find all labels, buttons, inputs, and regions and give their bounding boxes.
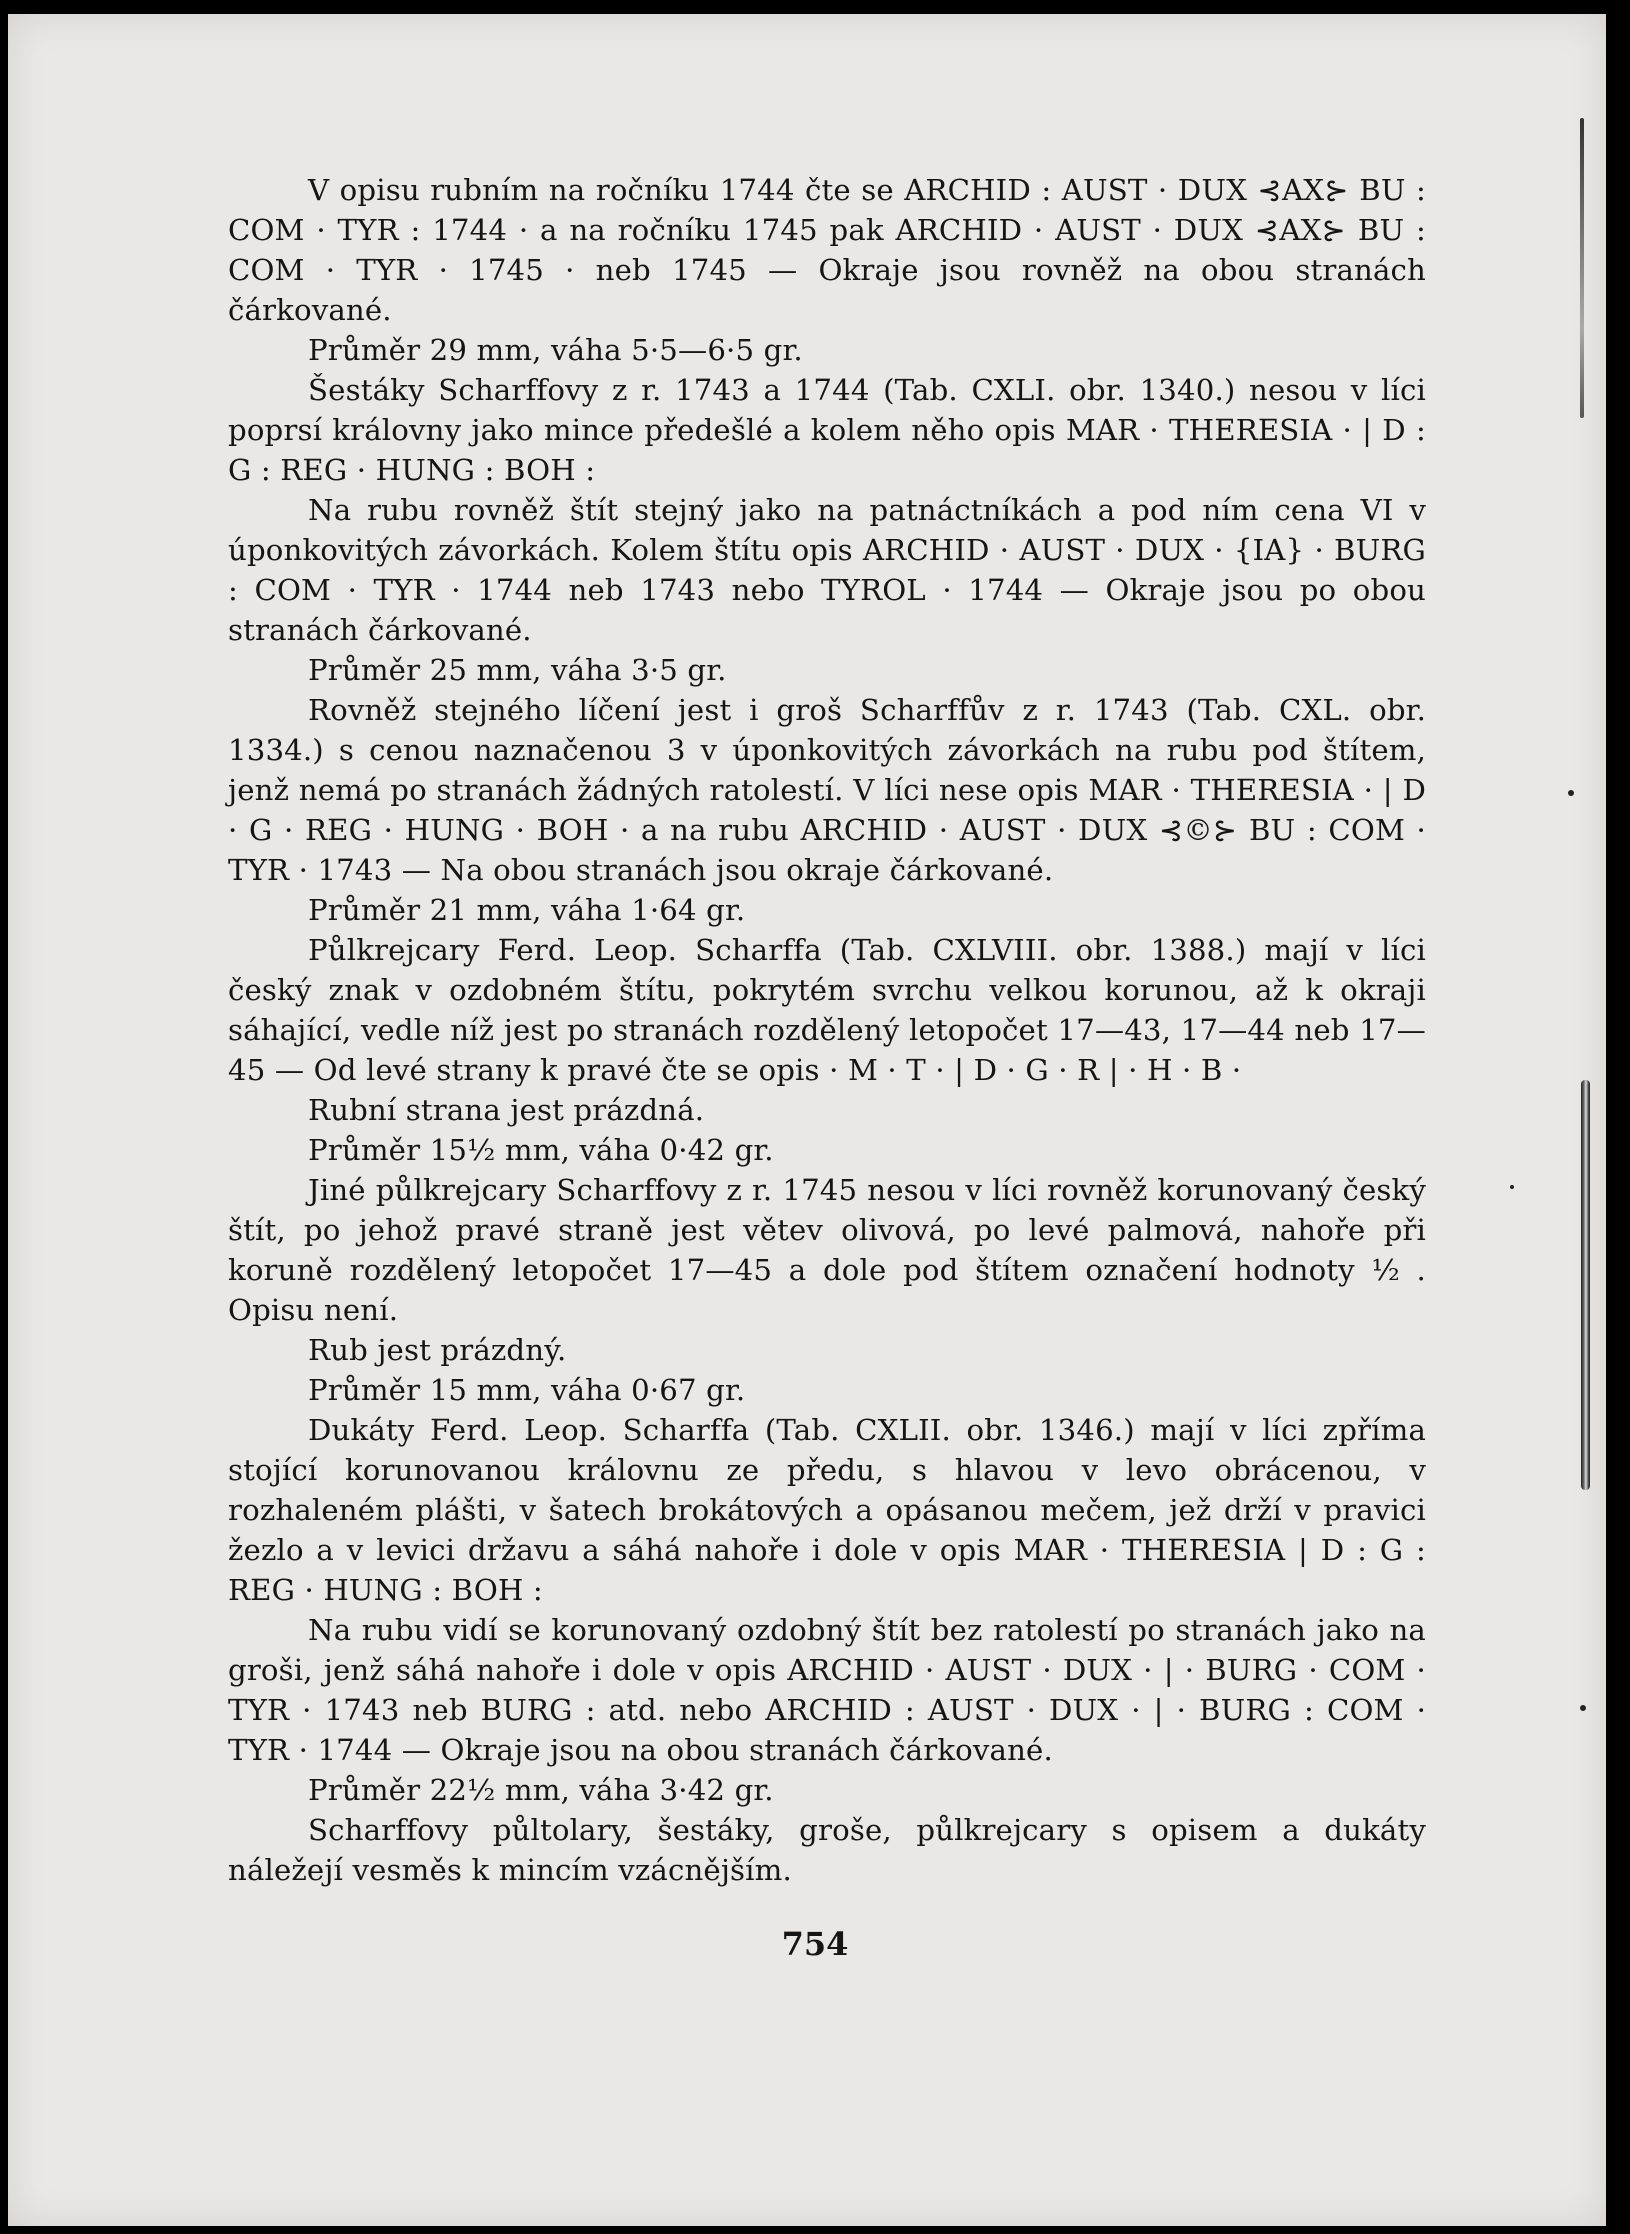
paragraph-summary: Scharffovy půltolary, šestáky, groše, půlkrejcary s opisem a dukáty náležejí vesměs k mincím vzácnějším.: [228, 1813, 1426, 1887]
body-text: [228, 170, 1426, 1890]
paragraph-measurement: Průměr 15½ mm, váha 0·42 gr.: [308, 1133, 774, 1167]
binding-mark-top: [1580, 118, 1584, 418]
binding-mark-bottom: [1581, 1080, 1590, 1490]
paragraph-sestaky: Šestáky Scharffovy z r. 1743 a 1744 (Tab. CXLI. obr. 1340.) nesou v líci poprsí královny jako mince předešlé a kolem něho opis MAR · THERESIA · | D : G : REG · HUNG : BOH :: [228, 373, 1426, 487]
print-speck: [1568, 790, 1574, 796]
paragraph-dukaty-reverse: Na rubu vidí se korunovaný ozdobný štít bez ratolestí po stranách jako na groši, jenž sáhá nahoře i dole v opis ARCHID · AUST · DUX · | · BURG · COM · TYR · 1743 neb BURG : atd. nebo ARCHID : AUST · DUX · | · BURG : COM · TYR · 1744 — Okraje jsou na obou stranách čárkované.: [228, 1613, 1426, 1767]
paragraph-pulkrejcary: Půlkrejcary Ferd. Leop. Scharffa (Tab. CXLVIII. obr. 1388.) mají v líci český znak v ozdobném štítu, pokrytém svrchu velkou korunou, až k okraji sáhající, vedle níž jest po stranách rozdělený letopočet 17—43, 17—44 neb 17—45 — Od levé strany k pravé čte se opis · M · T · | D · G · R | · H · B ·: [228, 933, 1426, 1087]
paragraph-reverse-legend: V opisu rubním na ročníku 1744 čte se ARCHID : AUST · DUX ⊰AX⊱ BU : COM · TYR : 1744 · a na ročníku 1745 pak ARCHID · AUST · DUX ⊰AX⊱ BU : COM · TYR · 1745 · neb 1745 — Okraje jsou rovněž na obou stranách čárkované.: [228, 173, 1426, 327]
paragraph-measurement: Průměr 22½ mm, váha 3·42 gr.: [308, 1773, 774, 1807]
paragraph-measurement: Průměr 21 mm, váha 1·64 gr.: [308, 893, 746, 927]
paragraph-pulkrejcary-1745: Jiné půlkrejcary Scharffovy z r. 1745 nesou v líci rovněž korunovaný český štít, po jehož pravé straně jest větev olivová, po levé palmová, nahoře při koruně rozdělený letopočet 17—45 a dole pod štítem označení hodnoty ½ . Opisu není.: [228, 1173, 1426, 1327]
page-edge-shadow: [1606, 0, 1630, 2234]
print-speck: [1580, 1705, 1586, 1711]
page-number: 754: [781, 1925, 849, 1963]
paragraph-measurement: Průměr 25 mm, váha 3·5 gr.: [308, 653, 727, 687]
print-speck: [1510, 1185, 1514, 1189]
paragraph-reverse-empty: Rubní strana jest prázdná.: [308, 1093, 705, 1127]
paragraph-sestaky-reverse: Na rubu rovněž štít stejný jako na patnáctníkách a pod ním cena VI v úponkovitých závorkách. Kolem štítu opis ARCHID · AUST · DUX · {IA} · BURG : COM · TYR · 1744 neb 1743 nebo TYROL · 1744 — Okraje jsou po obou stranách čárkované.: [228, 493, 1426, 647]
paragraph-measurement: Průměr 15 mm, váha 0·67 gr.: [308, 1373, 746, 1407]
paragraph-measurement: Průměr 29 mm, váha 5·5—6·5 gr.: [308, 333, 803, 367]
paragraph-gros: Rovněž stejného líčení jest i groš Scharffův z r. 1743 (Tab. CXL. obr. 1334.) s cenou naznačenou 3 v úponkovitých závorkách na rubu pod štítem, jenž nemá po stranách žádných ratolestí. V líci nese opis MAR · THERESIA · | D · G · REG · HUNG · BOH · a na rubu ARCHID · AUST · DUX ⊰©⊱ BU : COM · TYR · 1743 — Na obou stranách jsou okraje čárkované.: [228, 693, 1426, 887]
paragraph-dukaty: Dukáty Ferd. Leop. Scharffa (Tab. CXLII. obr. 1346.) mají v líci zpříma stojící korunovanou královnu ze předu, s hlavou v levo obrácenou, v rozhaleném plášti, v šatech brokátových a opásanou mečem, jež drží v pravici žezlo a v levici državu a sáhá nahoře i dole v opis MAR · THERESIA | D : G : REG · HUNG : BOH :: [228, 1413, 1426, 1607]
paragraph-reverse-empty: Rub jest prázdný.: [308, 1333, 567, 1367]
